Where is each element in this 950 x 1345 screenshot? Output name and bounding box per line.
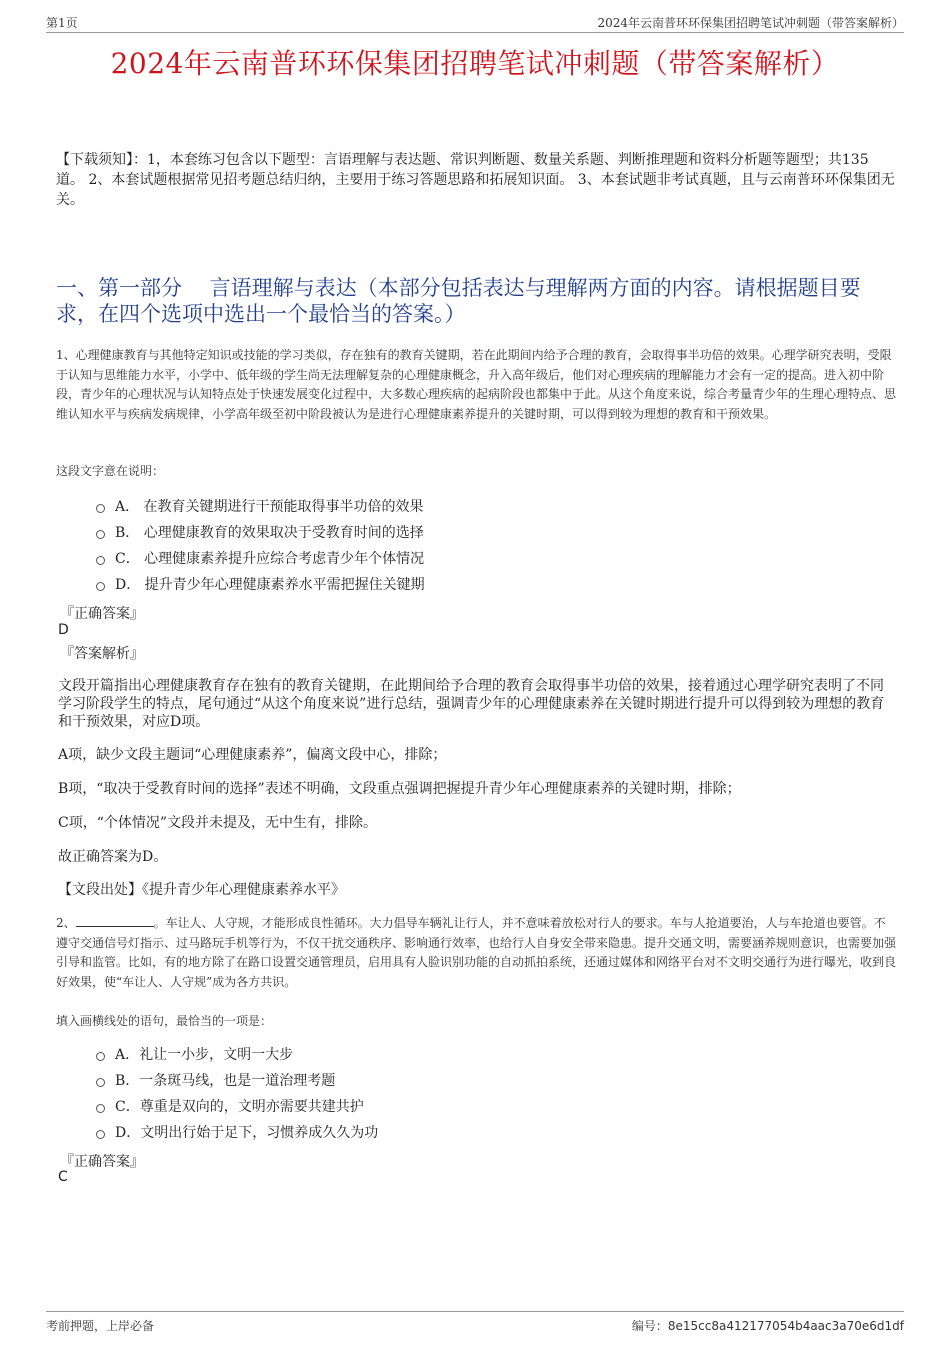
radio-icon[interactable]: [96, 504, 105, 513]
question-2-option-b[interactable]: [96, 1067, 796, 1093]
radio-icon[interactable]: [96, 1052, 105, 1061]
question-2-stem: [56, 914, 896, 992]
option-label: C．尊重是双向的，文明亦需要共建共护: [115, 1099, 364, 1115]
document-title: 2024年云南普环环保集团招聘笔试冲刺题（带答案解析）: [110, 47, 840, 80]
radio-icon[interactable]: [96, 1104, 105, 1113]
analysis-conclusion: 故正确答案为D。: [58, 849, 168, 865]
fill-blank: [76, 914, 154, 927]
footer-code: [632, 1317, 904, 1334]
question-2-answer-label: 『正确答案』: [60, 1154, 144, 1170]
page-number: 第1页: [46, 16, 78, 30]
analysis-paragraph: A项，缺少文段主题词“心理健康素养”，偏离文段中心，排除；: [58, 747, 447, 763]
question-2-option-d[interactable]: [96, 1119, 796, 1145]
question-2-text: 。车让人、人守规，才能形成良性循环。大力倡导车辆礼让行人，并不意味着放松对行人的要求。车与人抢道要治，人与车抢道也要管。不遵守交通信号灯指示、过马路玩手机等行为，不仅干扰交通秩序、影响通行效率，也给行人自身安全带来隐患。提升交通文明，需要涵养规则意识，也需要加强引导和监管。比如，有的地方除了在路口设置交通管理员，启用具有人脸识别功能的自动抓拍系统，还通过媒体和网络平台对不文明交通行为进行曝光，收到良好效果，使“车让人、人守规”成为各方共识。: [56, 916, 897, 989]
analysis-paragraph: 文段开篇指出心理健康教育存在独有的教育关键期，在此期间给予合理的教育会取得事半功倍的效果，接着通过心理学研究表明了不同学习阶段学生的特点，尾句通过“从这个角度来说”进行总结，强调青少年的心理健康素养在关键时期进行提升可以得到较为理想的教育和干预效果，对应D项。: [58, 678, 885, 730]
option-label: B．一条斑马线，也是一道治理考题: [115, 1073, 336, 1089]
option-label: C． 心理健康素养提升应综合考虑青少年个体情况: [115, 551, 425, 567]
question-1-answer: D: [58, 622, 69, 638]
radio-icon[interactable]: [96, 530, 105, 539]
section-heading: 一、第一部分 言语理解与表达（本部分包括表达与理解两方面的内容。请根据题目要求，在四个选项中选出一个最恰当的答案。）: [56, 276, 861, 326]
question-2-prompt: 填入画横线处的语句，最恰当的一项是：: [56, 1014, 273, 1028]
question-2-answer: C: [58, 1169, 68, 1185]
question-1-option-b[interactable]: [96, 519, 796, 545]
radio-icon[interactable]: [96, 556, 105, 565]
question-number: 2、: [56, 916, 76, 930]
radio-icon[interactable]: [96, 1130, 105, 1139]
page-header: [46, 12, 904, 33]
page-footer: [46, 1311, 904, 1336]
footer-slogan: 考前押题，上岸必备: [46, 1319, 155, 1333]
option-label: A．礼让一小步，文明一大步: [115, 1047, 294, 1063]
option-label: B． 心理健康教育的效果取决于受教育时间的选择: [115, 525, 424, 541]
footer-code-value: 8e15cc8a412177054b4aac3a70e6d1df: [667, 1319, 904, 1333]
question-1-option-a[interactable]: [96, 493, 796, 519]
option-label: D． 提升青少年心理健康素养水平需把握住关键期: [115, 577, 425, 593]
question-2-options: [96, 1041, 796, 1145]
analysis-paragraph: B项，“取决于受教育时间的选择”表述不明确，文段重点强调把握提升青少年心理健康素养的关键时期，排除；: [58, 781, 741, 797]
question-1-source: 【文段出处】《提升青少年心理健康素养水平》: [58, 882, 345, 898]
question-1-prompt: 这段文字意在说明：: [56, 464, 165, 478]
question-1-option-d[interactable]: [96, 571, 796, 597]
option-label: D．文明出行始于足下，习惯养成久久为功: [115, 1125, 379, 1141]
question-2-option-a[interactable]: [96, 1041, 796, 1067]
radio-icon[interactable]: [96, 582, 105, 591]
question-1-answer-label: 『正确答案』: [60, 606, 144, 622]
radio-icon[interactable]: [96, 1078, 105, 1087]
question-1-option-c[interactable]: [96, 545, 796, 571]
option-label: A． 在教育关键期进行干预能取得事半功倍的效果: [115, 499, 424, 515]
question-1-analysis-label: 『答案解析』: [60, 646, 144, 662]
header-doc-title: 2024年云南普环环保集团招聘笔试冲刺题（带答案解析）: [597, 16, 904, 30]
question-1-options: [96, 493, 796, 597]
analysis-paragraph: C项，“个体情况”文段并未提及，无中生有，排除。: [58, 815, 378, 831]
download-notice: 【下载须知】：1，本套练习包含以下题型：言语理解与表达题、常识判断题、数量关系题、判断推理题和资料分析题等题型；共135道。 2、本套试题根据常见招考题总结归纳，主要用于练习答题思路和拓展知识面。 3、本套试题非考试真题，且与云南普环环保集团无关。: [56, 152, 895, 208]
question-1-stem: 1、心理健康教育与其他特定知识或技能的学习类似，存在独有的教育关键期，若在此期间内给予合理的教育，会取得事半功倍的效果。心理学研究表明，受限于认知与思维能力水平，小学中、低年级的学生尚无法理解复杂的心理健康概念，升入高年级后，他们对心理疾病的理解能力才会有一定的提高。进入初中阶段，青少年的心理状况与认知特点处于快速发展变化过程中，大多数心理疾病的起病阶段也都集中于此。从这个角度来说，综合考量青少年的生理心理特点、思维认知水平与疾病发病规律，小学高年级至初中阶段被认为是进行心理健康素养提升的关键时期，可以得到较为理想的教育和干预效果。: [56, 348, 897, 421]
question-2-option-c[interactable]: [96, 1093, 796, 1119]
footer-code-label: 编号：: [631, 1319, 668, 1333]
